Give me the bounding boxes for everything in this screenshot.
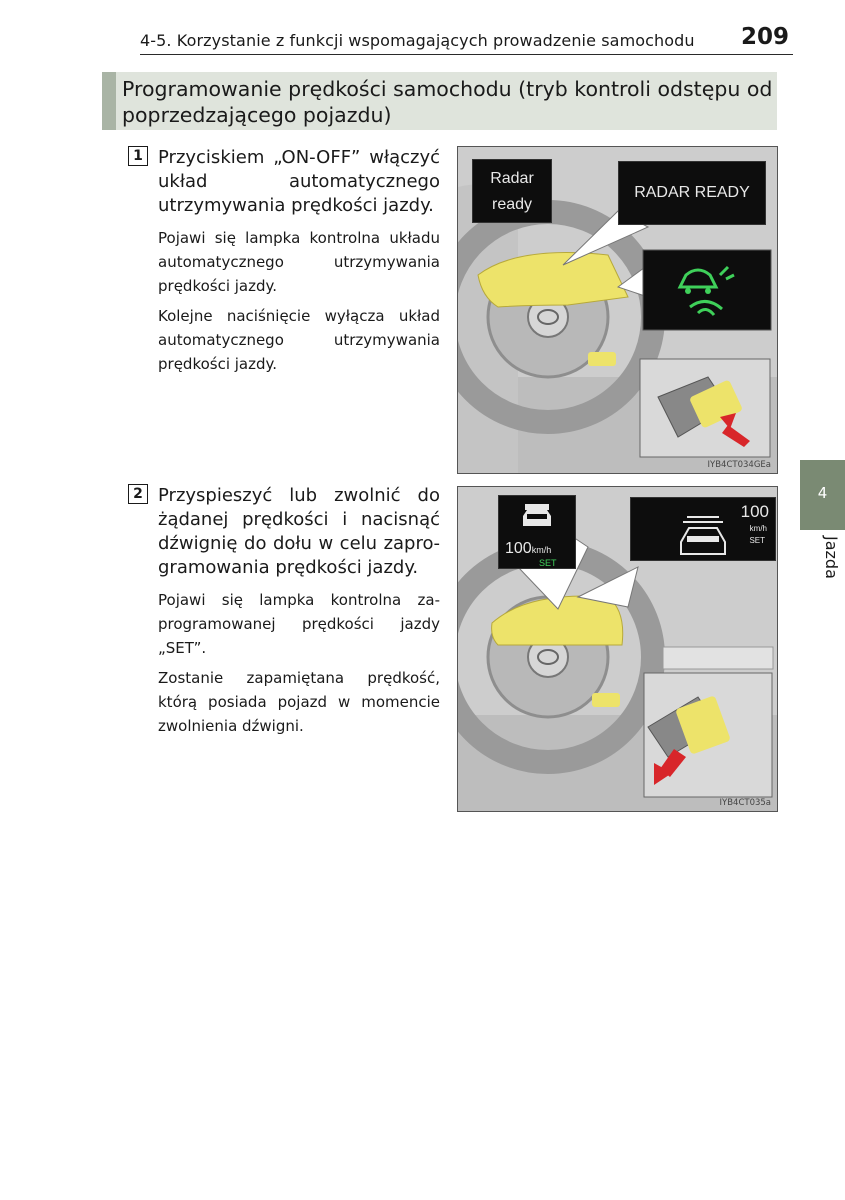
left-speed-unit: km/h (531, 545, 552, 555)
radar-cruise-car-icon (499, 496, 575, 536)
step-1 (128, 146, 440, 376)
step-instruction: Przyspieszyć lub zwolnić do żądanej prędkości i nacisnąć dźwignię do dołu w celu zaprogramowania prędkości jazdy. (158, 485, 440, 578)
section-heading: Programowanie prędkości samochodu (tryb kontroli odstępu od poprzedzającego pojazdu) (102, 72, 777, 130)
running-header: 4-5. Korzystanie z funkcji wspomagających prowadzenie samochodu (140, 31, 695, 50)
figure-set-lever (457, 486, 778, 812)
right-meter-display: RADAR READY (618, 161, 766, 225)
right-meter-display (630, 497, 776, 561)
chapter-tab: 4 (800, 460, 845, 530)
figure-code: IYB4CT034GEa (707, 460, 771, 470)
step-number: 2 (128, 484, 148, 504)
step-note: Pojawi się lampka kontrolna układu automatycznego utrzymywania prędkości jazdy. (158, 229, 440, 295)
step-instruction: Przyciskiem „ON-OFF” włączyć układ automatycznego utrzymywania prędkości jazdy. (158, 147, 440, 216)
page-number: 209 (740, 24, 789, 50)
left-speed-value: 100 (505, 540, 532, 557)
car-ahead-icon (671, 502, 751, 562)
step-number: 1 (128, 146, 148, 166)
right-speed-unit: km/h (749, 524, 767, 533)
step-2 (128, 484, 440, 738)
figure-on-off-button (457, 146, 778, 474)
left-meter-display (472, 159, 552, 223)
right-speed-value: 100 (740, 502, 769, 521)
step-note: Zostanie zapamiętana prędkość, którą posiada pojazd w momencie zwolnienia dźwigni. (158, 669, 440, 735)
left-set-indicator: SET (539, 558, 557, 568)
display-left-line-2: ready (491, 196, 533, 213)
chapter-label: Jazda (822, 536, 841, 579)
display-left-line-1: Radar (490, 170, 534, 187)
figure-code: IYB4CT035a (719, 798, 771, 808)
step-note: Kolejne naciśnięcie wyłącza układ automatycznego utrzymywania prędkości jazdy. (158, 307, 440, 373)
left-meter-display (498, 495, 576, 569)
step-note: Pojawi się lampka kontrolna zaprogramowanej prędkości jazdy „SET”. (158, 591, 440, 657)
right-set-indicator: SET (749, 536, 765, 545)
